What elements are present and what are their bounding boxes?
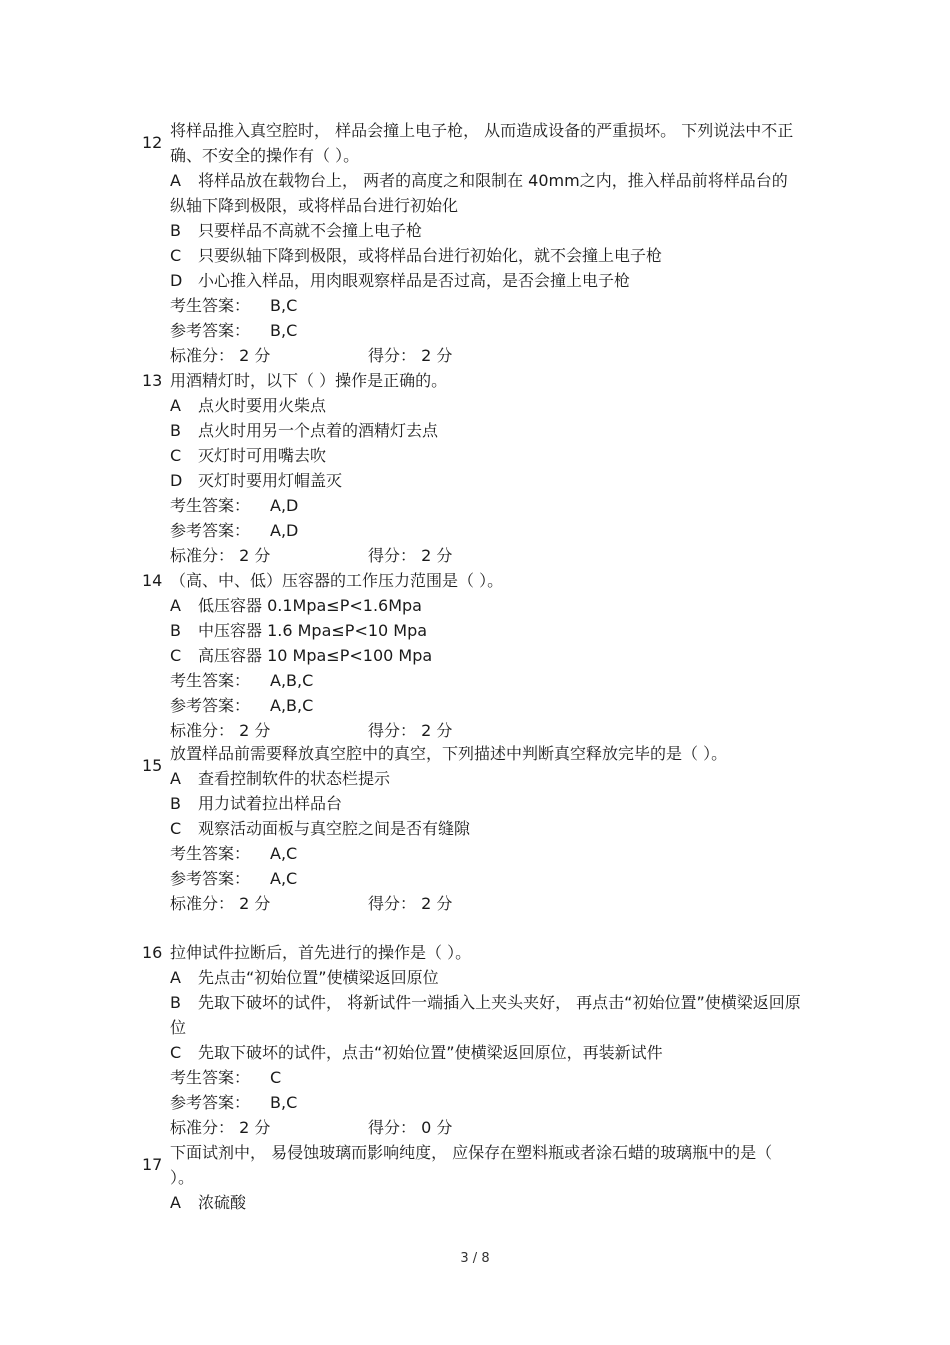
question-14	[142, 568, 802, 743]
option-b: B 只要样品不高就不会撞上电子枪	[170, 221, 423, 240]
student-answer: 考生答案： A,C	[170, 844, 298, 863]
question-stem	[142, 1140, 802, 1190]
option-a: A 浓硫酸	[170, 1193, 247, 1212]
reference-answer: 参考答案： B,C	[170, 1093, 298, 1112]
question-number: 15	[142, 756, 163, 775]
question-13	[142, 368, 802, 568]
option-a: A 先点击“初始位置”使横梁返回原位	[170, 968, 439, 987]
reference-answer: 参考答案： A,B,C	[170, 696, 314, 715]
option-a: A 低压容器 0.1Mpa≤P<1.6Mpa	[170, 596, 422, 615]
score-line: 标准分： 2 分 得分： 2 分	[170, 894, 453, 913]
question-stem	[142, 368, 802, 393]
option-c: C 先取下破坏的试件，点击“初始位置”使横梁返回原位，再装新试件	[170, 1043, 663, 1062]
student-answer: 考生答案： A,B,C	[170, 671, 314, 690]
question-number: 14	[142, 571, 163, 590]
question-number: 13	[142, 371, 163, 390]
question-text: 下面试剂中， 易侵蚀玻璃而影响纯度， 应保存在塑料瓶或者涂石蜡的玻璃瓶中的是（ ）。	[170, 1143, 773, 1187]
question-stem	[142, 568, 802, 593]
reference-answer: 参考答案： A,D	[170, 521, 299, 540]
question-15	[142, 741, 802, 916]
question-text: 放置样品前需要释放真空腔中的真空，下列描述中判断真空释放完毕的是（ ）。	[170, 744, 728, 763]
page-number: 3 / 8	[460, 1251, 490, 1266]
option-a: A 查看控制软件的状态栏提示	[170, 769, 391, 788]
option-a: A 将样品放在载物台上， 两者的高度之和限制在 40mm之内，推入样品前将样品台的纵轴下降到极限，或将样品台进行初始化	[170, 171, 788, 215]
score-line: 标准分： 2 分 得分： 0 分	[170, 1118, 453, 1137]
option-d: D 灭灯时要用灯帽盖灭	[170, 471, 343, 490]
question-12	[142, 118, 802, 368]
option-c: C 高压容器 10 Mpa≤P<100 Mpa	[170, 646, 433, 665]
score-line: 标准分： 2 分 得分： 2 分	[170, 721, 453, 740]
question-text: （高、中、低）压容器的工作压力范围是（ ）。	[170, 571, 504, 590]
question-text: 用酒精灯时，以下（ ）操作是正确的。	[170, 371, 448, 390]
option-a: A 点火时要用火柴点	[170, 396, 327, 415]
question-text: 拉伸试件拉断后，首先进行的操作是（ ）。	[170, 943, 472, 962]
option-c: C 灭灯时可用嘴去吹	[170, 446, 327, 465]
option-d: D 小心推入样品，用肉眼观察样品是否过高，是否会撞上电子枪	[170, 271, 631, 290]
option-b: B 用力试着拉出样品台	[170, 794, 343, 813]
option-b: B 中压容器 1.6 Mpa≤P<10 Mpa	[170, 621, 428, 640]
option-b: B 先取下破坏的试件， 将新试件一端插入上夹头夹好， 再点击“初始位置”使横梁返回原位	[170, 993, 801, 1037]
question-stem	[142, 741, 802, 775]
question-17	[142, 1140, 802, 1215]
question-stem	[142, 940, 802, 965]
score-line: 标准分： 2 分 得分： 2 分	[170, 546, 453, 565]
question-stem	[142, 118, 802, 168]
question-number: 16	[142, 943, 163, 962]
question-16	[142, 940, 802, 1140]
student-answer: 考生答案： B,C	[170, 296, 298, 315]
student-answer: 考生答案： C	[170, 1068, 282, 1087]
student-answer: 考生答案： A,D	[170, 496, 299, 515]
score-line: 标准分： 2 分 得分： 2 分	[170, 346, 453, 365]
reference-answer: 参考答案： B,C	[170, 321, 298, 340]
question-number: 12	[142, 133, 163, 152]
reference-answer: 参考答案： A,C	[170, 869, 298, 888]
question-text: 将样品推入真空腔时， 样品会撞上电子枪， 从而造成设备的严重损坏。 下列说法中不正确、不安全的操作有（ ）。	[170, 121, 794, 165]
question-number: 17	[142, 1155, 163, 1174]
option-b: B 点火时用另一个点着的酒精灯去点	[170, 421, 439, 440]
option-c: C 观察活动面板与真空腔之间是否有缝隙	[170, 819, 471, 838]
option-c: C 只要纵轴下降到极限，或将样品台进行初始化，就不会撞上电子枪	[170, 246, 663, 265]
